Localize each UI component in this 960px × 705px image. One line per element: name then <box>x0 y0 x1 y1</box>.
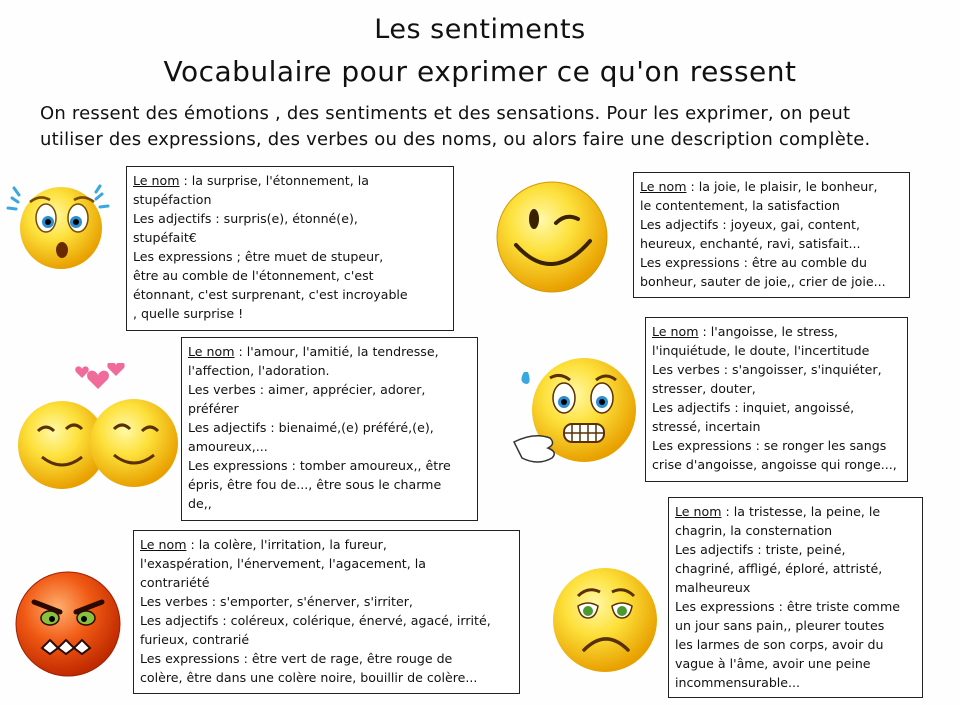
intro-line-1: On ressent des émotions , des sentiments et des sensations. Pour les exprimer, on peut <box>40 103 851 124</box>
box-colere <box>133 530 520 694</box>
box-angoisse-line: Les expressions : se ronger les sangs <box>652 438 887 453</box>
box-angoisse-line: : l'angoisse, le stress, <box>698 324 839 339</box>
box-angoisse-line: crise d'angoisse, angoisse qui ronge..., <box>652 457 897 472</box>
box-surprise-line: étonnant, c'est surprenant, c'est incroyable <box>133 287 408 302</box>
box-tristesse-line: les larmes de son corps, avoir du <box>675 637 884 652</box>
box-amour-line: Les adjectifs : bienaimé,(e) préféré,(e), <box>188 420 434 435</box>
box-tristesse-line: chagriné, affligé, éploré, attristé, <box>675 561 883 576</box>
box-joie-line: heureux, enchanté, ravi, satisfait... <box>640 236 861 251</box>
box-colere-line: Les verbes : s'emporter, s'énerver, s'irriter, <box>140 594 413 609</box>
box-amour-term: Le nom <box>188 344 235 359</box>
box-tristesse-line: incommensurable... <box>675 675 801 690</box>
box-colere-line: furieux, contrarié <box>140 632 250 647</box>
box-amour-line: amoureux,... <box>188 439 268 454</box>
box-angoisse-line: Les adjectifs : inquiet, angoissé, <box>652 400 855 415</box>
box-surprise-line: stupéfait€ <box>133 230 197 245</box>
box-surprise-line: Les expressions ; être muet de stupeur, <box>133 249 384 264</box>
box-joie-line: : la joie, le plaisir, le bonheur, <box>686 179 878 194</box>
box-joie-line: le contentement, la satisfaction <box>640 198 840 213</box>
winking-face-icon <box>494 179 610 295</box>
box-joie-term: Le nom <box>640 179 687 194</box>
box-angoisse-line: Les verbes : s'angoisser, s'inquiéter, <box>652 362 882 377</box>
intro-line-2: utiliser des expressions, des verbes ou des noms, ou alors faire une description complète. <box>40 129 871 150</box>
box-tristesse-line: : la tristesse, la peine, le <box>721 504 881 519</box>
box-colere-line: l'exaspération, l'énervement, l'agacement, la <box>140 556 426 571</box>
angry-face-icon <box>12 568 124 680</box>
box-amour-line: Les verbes : aimer, apprécier, adorer, <box>188 382 426 397</box>
love-faces-icon <box>14 363 186 499</box>
box-amour <box>181 337 478 521</box>
box-amour-line: : l'amour, l'amitié, la tendresse, <box>234 344 439 359</box>
box-surprise-line: stupéfaction <box>133 192 212 207</box>
box-tristesse <box>668 497 923 698</box>
box-surprise-line: : la surprise, l'étonnement, la <box>179 173 369 188</box>
box-joie-line: Les expressions : être au comble du <box>640 255 868 270</box>
box-amour-line: épris, être fou de..., être sous le charme <box>188 477 442 492</box>
box-tristesse-line: chagrin, la consternation <box>675 523 833 538</box>
box-angoisse <box>645 317 908 482</box>
box-colere-line: contrariété <box>140 575 210 590</box>
box-colere-line: Les expressions : être vert de rage, être rouge de <box>140 651 453 666</box>
box-amour-line: de,, <box>188 496 212 511</box>
box-colere-line: : la colère, l'irritation, la fureur, <box>186 537 387 552</box>
box-tristesse-line: vague à l'âme, avoir une peine <box>675 656 871 671</box>
sad-face-icon <box>550 554 660 676</box>
box-joie-line: bonheur, sauter de joie,, crier de joie... <box>640 274 886 289</box>
box-tristesse-line: un jour sans pain,, pleurer toutes <box>675 618 885 633</box>
box-colere-line: Les adjectifs : coléreux, colérique, énervé, agacé, irrité, <box>140 613 491 628</box>
box-tristesse-line: Les expressions : être triste comme <box>675 599 900 614</box>
box-colere-term: Le nom <box>140 537 187 552</box>
page-subtitle: Vocabulaire pour exprimer ce qu'on ressent <box>163 55 797 88</box>
box-tristesse-term: Le nom <box>675 504 722 519</box>
anxious-face-icon <box>510 350 640 475</box>
box-amour-line: l'affection, l'adoration. <box>188 363 330 378</box>
page-title: Les sentiments <box>374 14 586 45</box>
box-angoisse-line: l'inquiétude, le doute, l'incertitude <box>652 343 870 358</box>
box-colere-line: colère, être dans une colère noire, bouillir de colère... <box>140 670 478 685</box>
box-surprise <box>126 166 454 331</box>
box-angoisse-line: stresser, douter, <box>652 381 756 396</box>
box-surprise-line: être au comble de l'étonnement, c'est <box>133 268 374 283</box>
box-tristesse-line: Les adjectifs : triste, peiné, <box>675 542 846 557</box>
box-surprise-line: Les adjectifs : surpris(e), étonné(e), <box>133 211 358 226</box>
box-tristesse-line: malheureux <box>675 580 751 595</box>
box-joie-line: Les adjectifs : joyeux, gai, content, <box>640 217 860 232</box>
box-amour-line: Les expressions : tomber amoureux,, être <box>188 458 451 473</box>
box-angoisse-line: stressé, incertain <box>652 419 761 434</box>
box-angoisse-term: Le nom <box>652 324 699 339</box>
box-joie <box>633 172 910 298</box>
box-surprise-line: , quelle surprise ! <box>133 306 244 321</box>
box-surprise-term: Le nom <box>133 173 180 188</box>
box-amour-line: préférer <box>188 401 239 416</box>
surprised-face-icon <box>4 180 116 280</box>
